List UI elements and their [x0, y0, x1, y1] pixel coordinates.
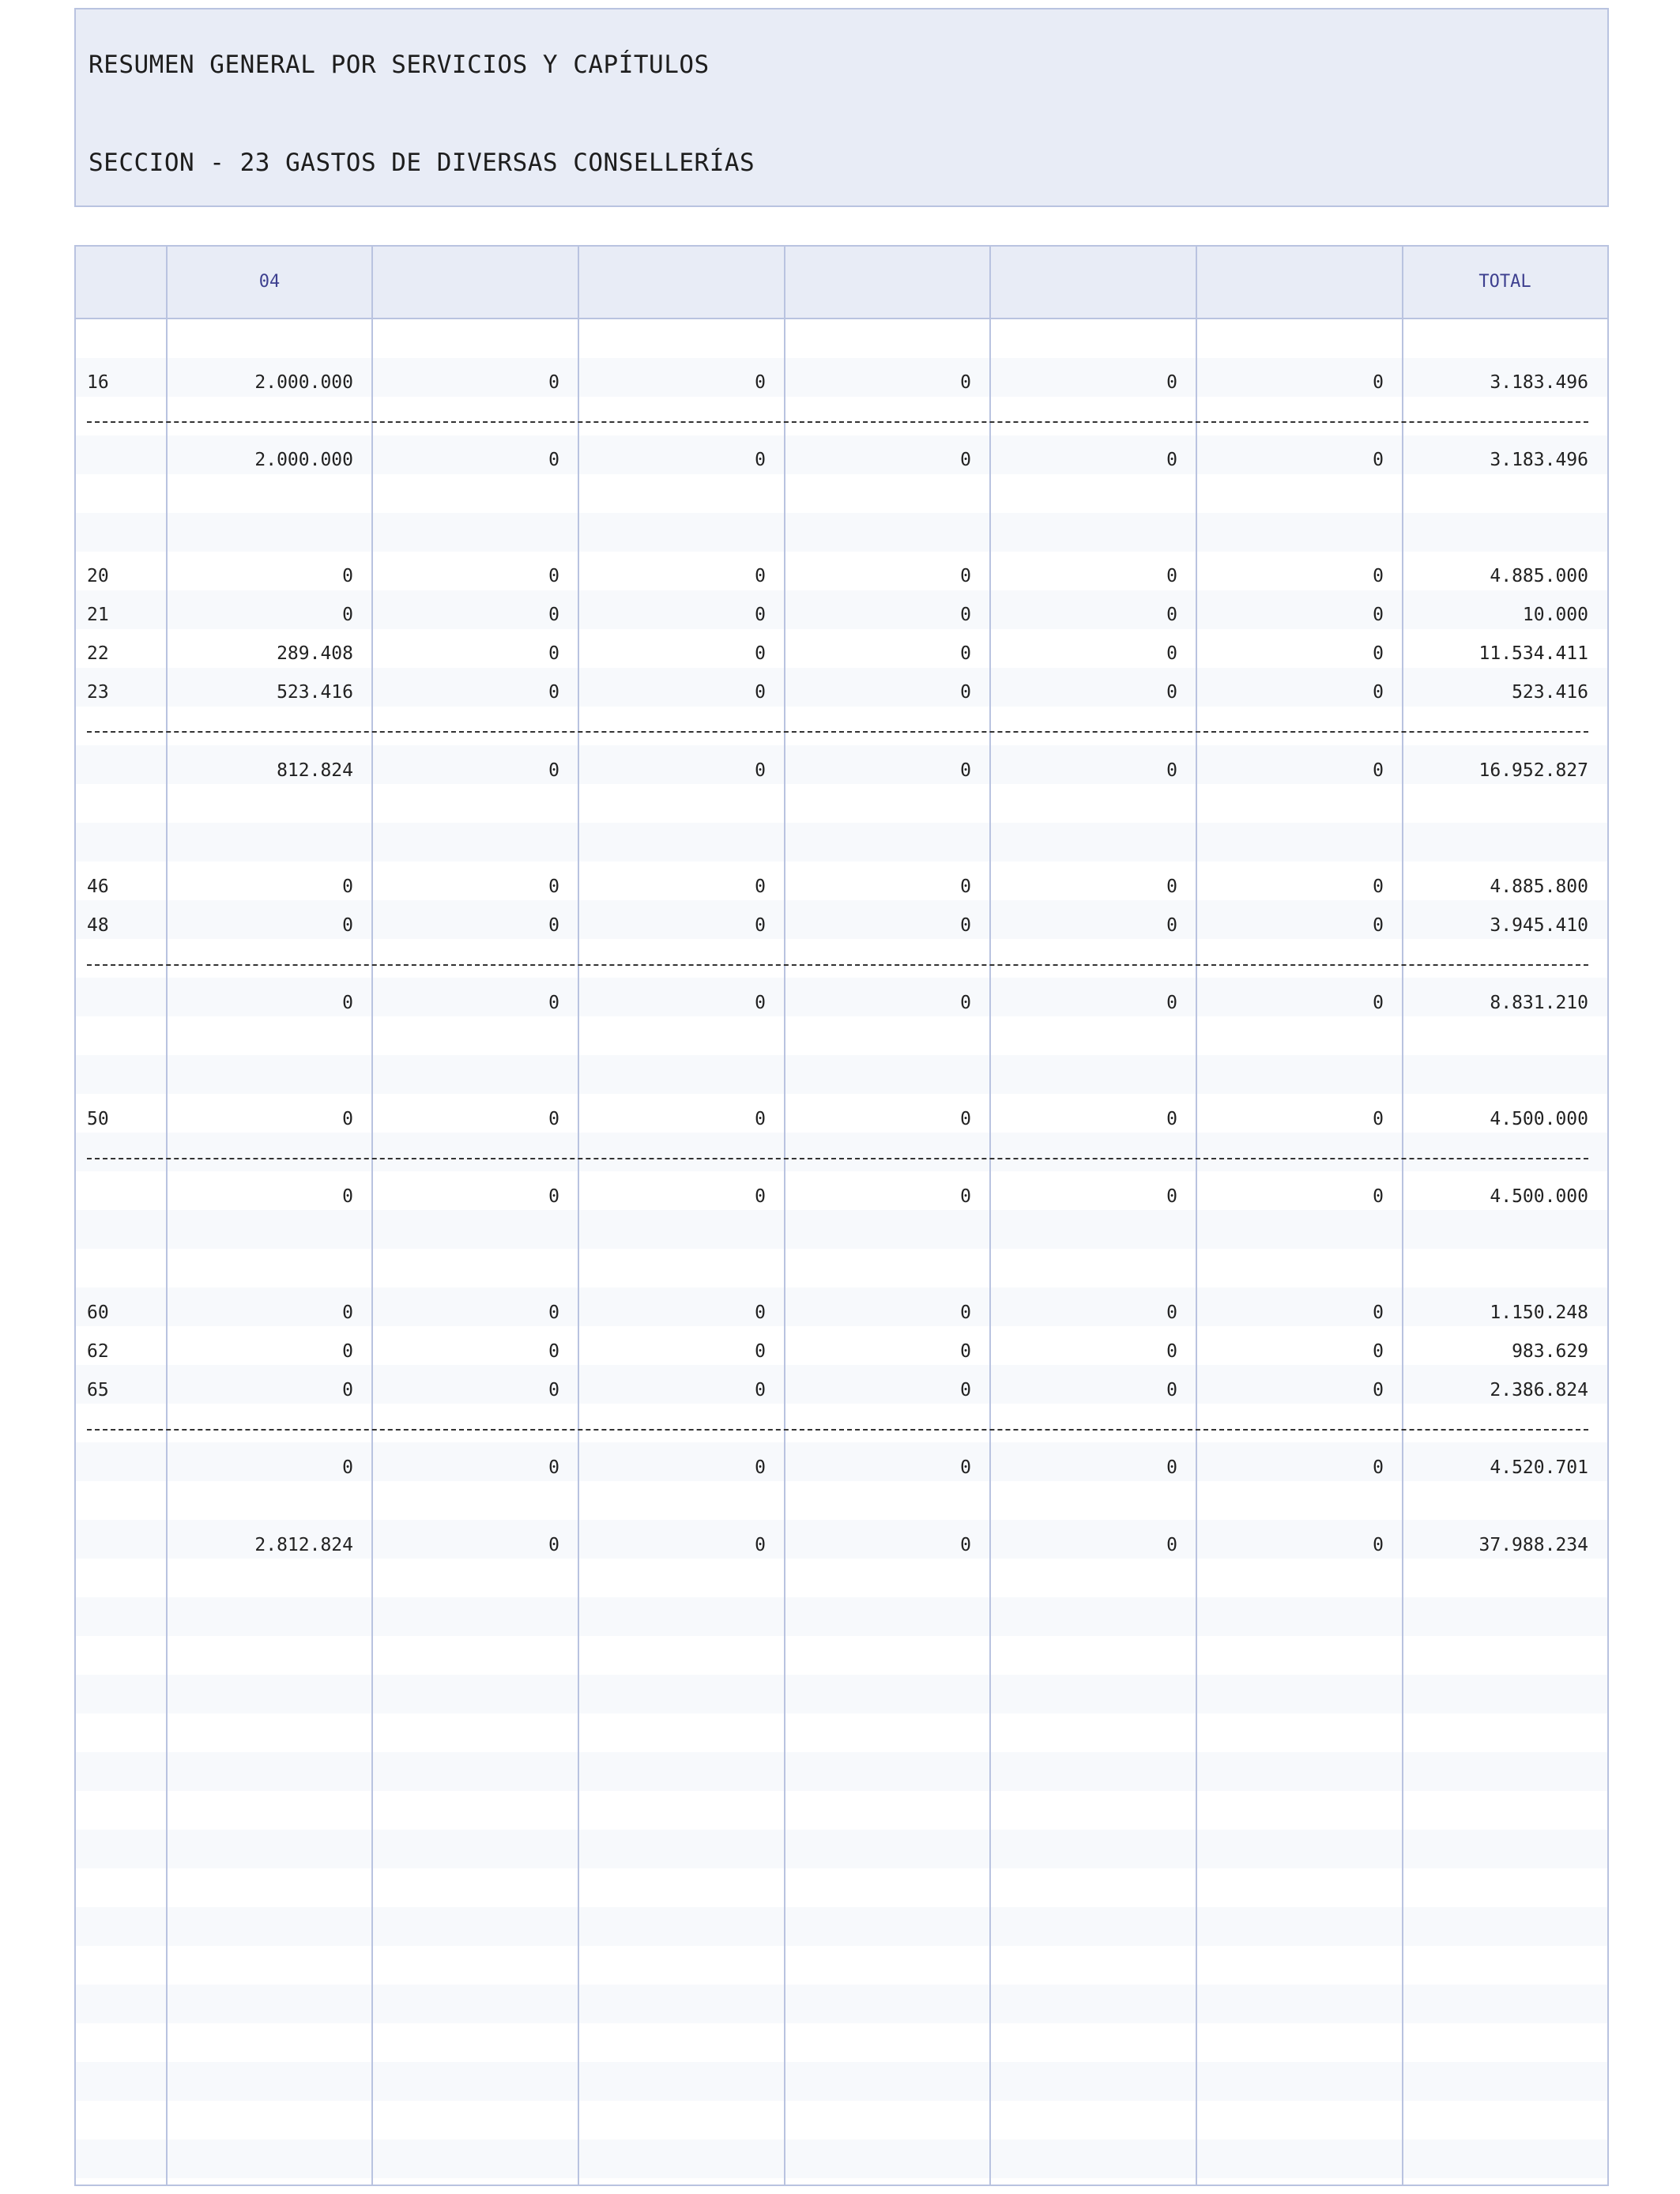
row-code: 60 [87, 1302, 109, 1323]
table-cell: 0 [960, 372, 971, 393]
table-cell: 0 [1373, 566, 1384, 586]
subtotal-cell: 0 [960, 1457, 971, 1478]
table-cell: 0 [960, 566, 971, 586]
separator-line [87, 1158, 1588, 1159]
table-cell: 0 [548, 372, 559, 393]
grand-total-cell: 0 [548, 1535, 559, 1555]
table-cell: 2.000.000 [254, 372, 353, 393]
table-cell: 0 [1373, 1302, 1384, 1323]
subtotal-cell: 0 [1166, 450, 1177, 470]
grand-total-cell: 37.988.234 [1478, 1535, 1588, 1555]
table-cell: 3.183.496 [1490, 372, 1588, 393]
column-divider [1196, 247, 1197, 2185]
separator-line [87, 731, 1588, 733]
table-cell: 4.500.000 [1490, 1109, 1588, 1129]
table-cell: 0 [548, 1109, 559, 1129]
table-cell: 0 [755, 682, 766, 703]
subtotal-cell: 0 [548, 1457, 559, 1478]
subtotal-cell: 0 [1373, 450, 1384, 470]
table-body-background [76, 319, 1607, 2185]
table-cell: 0 [960, 1341, 971, 1362]
table-cell: 11.534.411 [1478, 643, 1588, 664]
table-cell: 4.885.800 [1490, 876, 1588, 897]
row-code: 16 [87, 372, 109, 393]
grand-total-cell: 0 [960, 1535, 971, 1555]
subtotal-cell: 0 [960, 993, 971, 1013]
report-section: SECCION - 23 GASTOS DE DIVERSAS CONSELLERÍAS [89, 149, 755, 177]
table-cell: 0 [960, 876, 971, 897]
table-cell: 0 [548, 915, 559, 936]
subtotal-cell: 0 [755, 450, 766, 470]
subtotal-cell: 0 [960, 450, 971, 470]
table-cell: 0 [960, 1302, 971, 1323]
table-cell: 0 [755, 1302, 766, 1323]
table-cell: 0 [342, 605, 353, 625]
subtotal-cell: 0 [548, 1186, 559, 1207]
row-code: 22 [87, 643, 109, 664]
column-divider [166, 247, 168, 2185]
table-cell: 0 [755, 915, 766, 936]
grand-total-cell: 0 [1166, 1535, 1177, 1555]
separator-line [87, 964, 1588, 966]
table-cell: 10.000 [1522, 605, 1588, 625]
row-code: 50 [87, 1109, 109, 1129]
table-cell: 0 [960, 1109, 971, 1129]
column-divider [989, 247, 991, 2185]
grand-total-cell: 0 [1373, 1535, 1384, 1555]
table-cell: 0 [548, 682, 559, 703]
subtotal-cell: 0 [1166, 760, 1177, 781]
table-cell: 0 [755, 566, 766, 586]
subtotal-cell: 0 [1166, 1457, 1177, 1478]
table-cell: 0 [1166, 1380, 1177, 1400]
table-cell: 0 [1166, 566, 1177, 586]
column-divider [371, 247, 373, 2185]
column-header: TOTAL [1478, 272, 1531, 292]
report-title: RESUMEN GENERAL POR SERVICIOS Y CAPÍTULOS [89, 51, 710, 79]
subtotal-cell: 0 [548, 450, 559, 470]
row-code: 48 [87, 915, 109, 936]
subtotal-cell: 0 [1166, 1186, 1177, 1207]
table-cell: 3.945.410 [1490, 915, 1588, 936]
subtotal-cell: 0 [755, 1457, 766, 1478]
table-cell: 0 [1373, 643, 1384, 664]
subtotal-cell: 0 [1166, 993, 1177, 1013]
table-cell: 0 [1373, 876, 1384, 897]
table-cell: 0 [548, 876, 559, 897]
table-cell: 983.629 [1512, 1341, 1588, 1362]
table-cell: 523.416 [1512, 682, 1588, 703]
table-cell: 0 [342, 915, 353, 936]
subtotal-cell: 0 [548, 760, 559, 781]
row-code: 62 [87, 1341, 109, 1362]
subtotal-cell: 0 [960, 1186, 971, 1207]
table-cell: 0 [960, 915, 971, 936]
subtotal-cell: 0 [755, 1186, 766, 1207]
separator-line [87, 421, 1588, 423]
table-cell: 0 [1166, 605, 1177, 625]
row-code: 23 [87, 682, 109, 703]
subtotal-cell: 0 [1373, 993, 1384, 1013]
subtotal-cell: 0 [1373, 1457, 1384, 1478]
table-cell: 0 [755, 372, 766, 393]
subtotal-cell: 0 [960, 760, 971, 781]
table-cell: 0 [1166, 372, 1177, 393]
subtotal-cell: 4.500.000 [1490, 1186, 1588, 1207]
table-cell: 0 [755, 605, 766, 625]
table-cell: 0 [960, 643, 971, 664]
row-code: 20 [87, 566, 109, 586]
table-cell: 0 [548, 1341, 559, 1362]
table-cell: 0 [755, 1109, 766, 1129]
separator-line [87, 1429, 1588, 1431]
table-cell: 0 [1166, 1109, 1177, 1129]
subtotal-cell: 0 [755, 760, 766, 781]
row-code: 46 [87, 876, 109, 897]
table-cell: 0 [1373, 372, 1384, 393]
table-cell: 0 [342, 1302, 353, 1323]
grand-total-cell: 2.812.824 [254, 1535, 353, 1555]
table-cell: 0 [1166, 1341, 1177, 1362]
subtotal-cell: 8.831.210 [1490, 993, 1588, 1013]
report-header [74, 8, 1609, 207]
row-code: 21 [87, 605, 109, 625]
table-cell: 2.386.824 [1490, 1380, 1588, 1400]
table-cell: 0 [960, 682, 971, 703]
table-cell: 0 [755, 1341, 766, 1362]
subtotal-cell: 0 [342, 1186, 353, 1207]
column-divider [578, 247, 579, 2185]
column-divider [784, 247, 785, 2185]
table-cell: 0 [548, 1380, 559, 1400]
subtotal-cell: 2.000.000 [254, 450, 353, 470]
table-cell: 523.416 [277, 682, 353, 703]
grand-total-cell: 0 [755, 1535, 766, 1555]
table-cell: 0 [960, 605, 971, 625]
subtotal-cell: 0 [342, 1457, 353, 1478]
subtotal-cell: 0 [755, 993, 766, 1013]
table-cell: 0 [1166, 643, 1177, 664]
table-cell: 0 [960, 1380, 971, 1400]
subtotal-cell: 812.824 [277, 760, 353, 781]
table-cell: 0 [1166, 682, 1177, 703]
table-cell: 0 [1373, 682, 1384, 703]
table-cell: 0 [1373, 1341, 1384, 1362]
table-cell: 0 [342, 1341, 353, 1362]
table-cell: 0 [548, 1302, 559, 1323]
table-cell: 0 [548, 566, 559, 586]
table-cell: 0 [342, 566, 353, 586]
table-cell: 0 [1166, 876, 1177, 897]
subtotal-cell: 3.183.496 [1490, 450, 1588, 470]
table-cell: 0 [548, 643, 559, 664]
table-cell: 4.885.000 [1490, 566, 1588, 586]
table-cell: 0 [755, 1380, 766, 1400]
table-cell: 0 [755, 876, 766, 897]
subtotal-cell: 0 [342, 993, 353, 1013]
table-cell: 0 [342, 1380, 353, 1400]
table-cell: 0 [1373, 915, 1384, 936]
table-cell: 0 [755, 643, 766, 664]
table-cell: 0 [342, 876, 353, 897]
subtotal-cell: 16.952.827 [1478, 760, 1588, 781]
column-header: 04 [258, 272, 281, 292]
table-cell: 0 [1373, 1109, 1384, 1129]
table-cell: 0 [342, 1109, 353, 1129]
table-cell: 0 [1373, 1380, 1384, 1400]
table-cell: 289.408 [277, 643, 353, 664]
subtotal-cell: 0 [1373, 1186, 1384, 1207]
subtotal-cell: 0 [548, 993, 559, 1013]
table-cell: 0 [1166, 1302, 1177, 1323]
table-cell: 0 [1166, 915, 1177, 936]
row-code: 65 [87, 1380, 109, 1400]
table-cell: 0 [1373, 605, 1384, 625]
table-cell: 1.150.248 [1490, 1302, 1588, 1323]
subtotal-cell: 4.520.701 [1490, 1457, 1588, 1478]
table-cell: 0 [548, 605, 559, 625]
subtotal-cell: 0 [1373, 760, 1384, 781]
column-divider [1402, 247, 1403, 2185]
